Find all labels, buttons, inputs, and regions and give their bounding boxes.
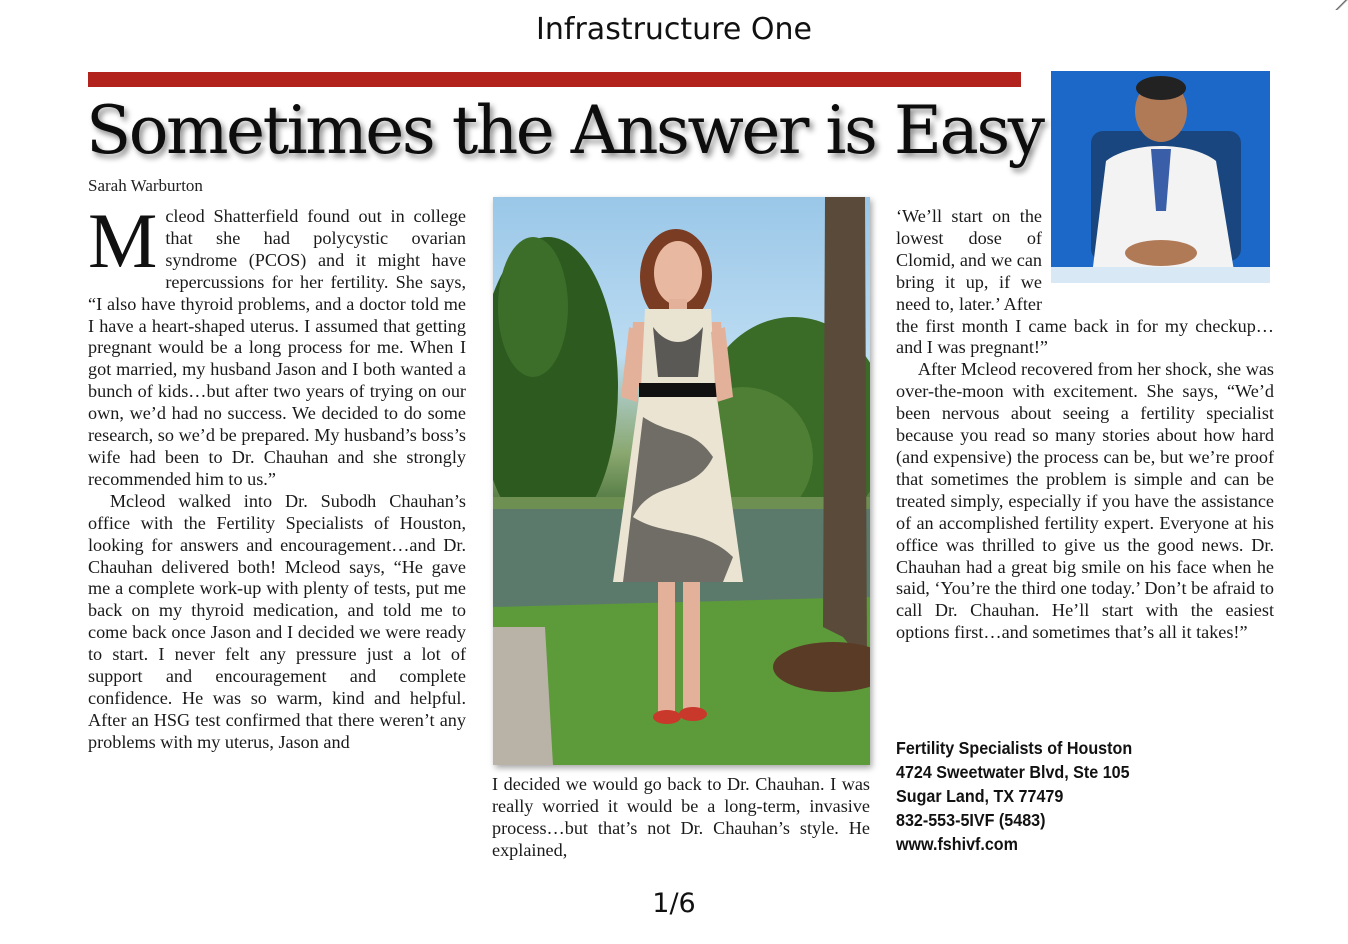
window-corner-icon [1334,0,1348,10]
clinic-name: Fertility Specialists of Houston [896,738,1133,758]
drop-cap: M [88,197,158,284]
article-column-2 [492,774,870,862]
clinic-address-line-1: 4724 Sweetwater Blvd, Ste 105 [896,762,1130,782]
col3-paragraph-1: ‘We’ll start on the lowest dose of Clomid, and we can bring it up, if we need to, later.’ After the first month I came back in for my checkup…and I was pregnant!” [896,206,1274,358]
photo-wrap-spacer [1042,206,1274,314]
clinic-phone: 832-553-5IVF (5483) [896,810,1046,830]
park-scene-image [493,197,870,765]
clinic-address-line-2: Sugar Land, TX 77479 [896,786,1064,806]
clinic-contact-block [896,736,1132,856]
col2-paragraph-1: I decided we would go back to Dr. Chauhan. I was really worried it would be a long-term, invasive process…but that’s not Dr. Chauhan’s style. He explained, [492,774,870,860]
article-byline: Sarah Warburton [88,176,203,195]
article-column-1 [88,197,466,754]
document-title: Infrastructure One [536,12,812,47]
col3-paragraph-2: After Mcleod recovered from her shock, she was over-the-moon with excitement. She says, “We’d been nervous about seeing a fertility specialist because you read so many stories about how hard (and expensive) the process can be, but we’re proof that sometimes the problem is simple and can be treated simply, especially if you have the assistance of an accomplished fertility expert. Everyone at his office was thrilled to give us the good news. Dr. Chauhan had a great big smile on his face when he said, ‘You’re the third one today.’ Don’t be afraid to call Dr. Chauhan. He’ll start with the easiest options first…and sometimes that’s all it takes!” [896,359,1274,643]
page-counter: 1/6 [652,888,696,919]
clinic-website: www.fshivf.com [896,834,1018,854]
col1-paragraph-2: Mcleod walked into Dr. Subodh Chauhan’s office with the Fertility Specialists of Houston, looking for answers and encouragement…and Dr. Chauhan delivered both! Mcleod says, “He gave me a complete work-up with plenty of tests, put me back on my thyroid medication, and told me to come back once Jason and I decided we were ready to start. I never felt any pressure just a lot of support and encouragement and complete confidence. He was so warm, kind and helpful. After an HSG test confirmed that there weren’t any problems with my uterus, Jason and [88,490,466,752]
article-headline: Sometimes the Answer is Easy [86,92,1043,169]
woman-portrait-photo [493,197,870,765]
col1-paragraph-1: Mcleod Shatterfield found out in college that she had polycystic ovarian syndrome (PCOS) and it might have repercussions for her fertility. She says, “I also have thyroid problems, and a doctor told me I have a heart-shaped uterus. I assumed that getting pregnant would be a long process for me. When I got married, my husband Jason and I both wanted a bunch of kids…but after two years of trying on our own, we’d had no success. We decided to do some research, so we’d be prepared. My husband’s boss’s wife had been to Dr. Chauhan and she strongly recommended him to us.” [88,197,466,489]
article-column-3 [896,206,1274,644]
